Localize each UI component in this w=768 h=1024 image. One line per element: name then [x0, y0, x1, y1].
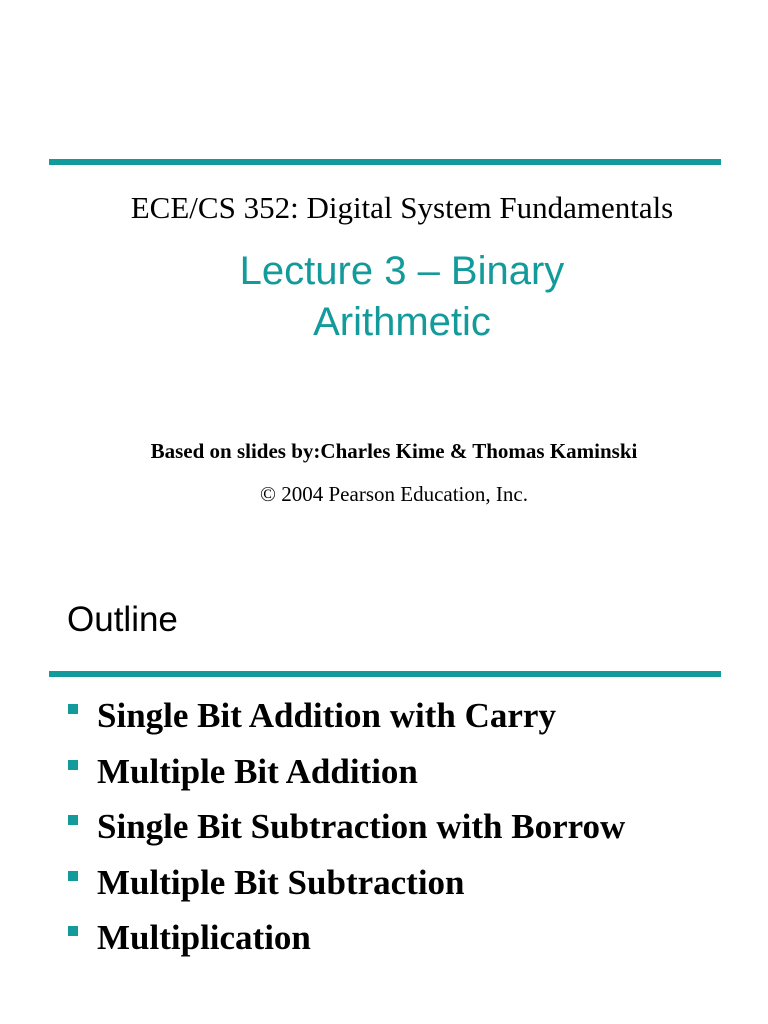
- lecture-title: [0, 246, 768, 348]
- square-bullet-icon: [68, 926, 78, 936]
- outline-list: [68, 695, 625, 973]
- copyright-notice: © 2004 Pearson Education, Inc.: [260, 482, 528, 506]
- title-top-rule: [49, 159, 721, 165]
- course-title: ECE/CS 352: Digital System Fundamentals: [130, 190, 674, 225]
- outline-item: [68, 862, 625, 918]
- outline-item-text: Multiple Bit Addition: [97, 751, 418, 791]
- square-bullet-icon: [68, 815, 78, 825]
- square-bullet-icon: [68, 760, 78, 770]
- outline-item-text: Multiplication: [97, 918, 311, 957]
- outline-item-text: Single Bit Subtraction with Borrow: [97, 807, 626, 846]
- square-bullet-icon: [68, 871, 78, 881]
- outline-item: [68, 695, 625, 751]
- outline-item: [68, 751, 625, 807]
- outline-item: [68, 917, 625, 973]
- outline-item-text: Multiple Bit Subtraction: [97, 862, 465, 902]
- lecture-title-line-2: Arithmetic: [313, 300, 491, 344]
- outline-divider-rule: [49, 671, 721, 677]
- outline-heading: Outline: [67, 600, 178, 639]
- outline-item: [68, 806, 625, 862]
- slide-credits: Based on slides by:Charles Kime & Thomas Kaminski: [150, 439, 638, 463]
- lecture-title-line-1: Lecture 3 – Binary: [239, 249, 565, 293]
- outline-item-text: Single Bit Addition with Carry: [97, 696, 556, 735]
- square-bullet-icon: [68, 704, 78, 714]
